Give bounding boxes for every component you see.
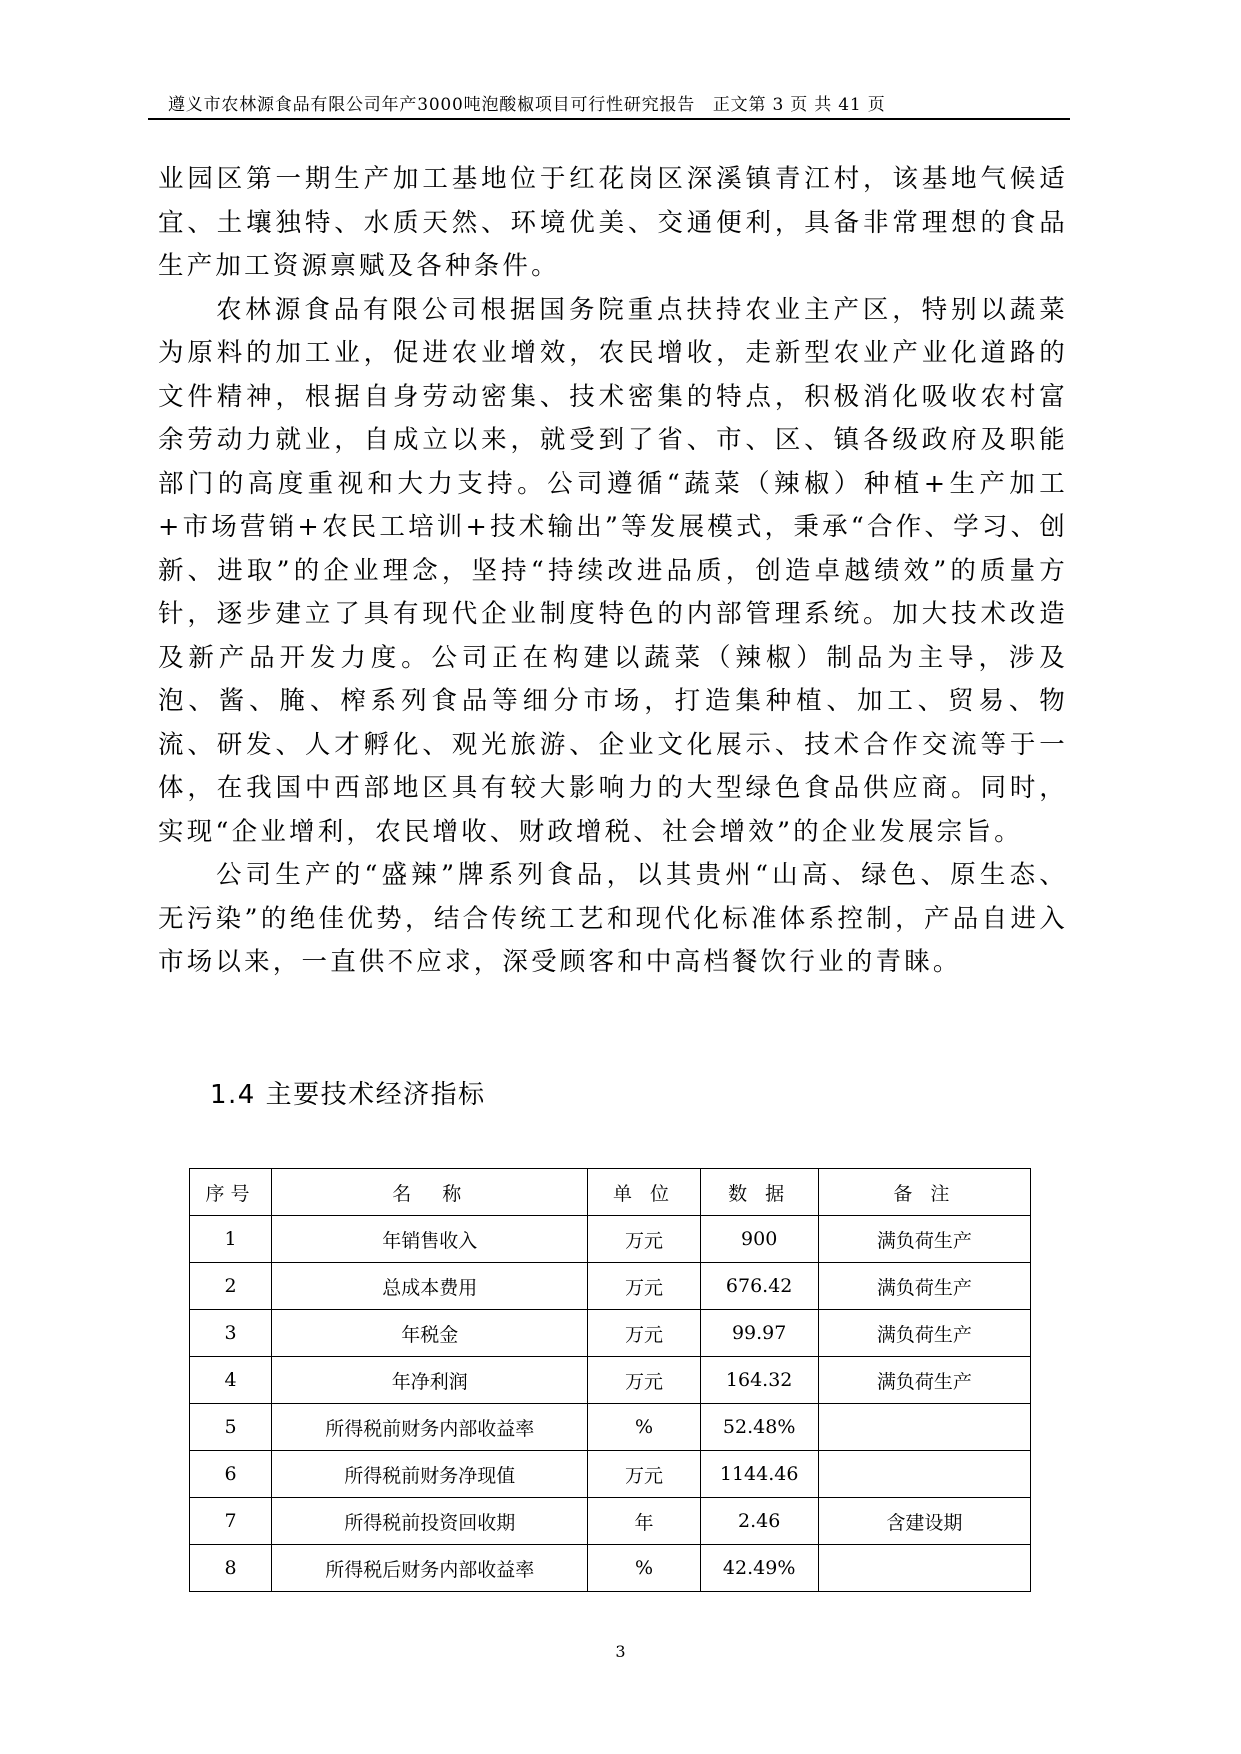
cell-note — [818, 1404, 1030, 1451]
cell-data: 42.49% — [700, 1545, 818, 1592]
table-row — [190, 1263, 1031, 1310]
cell-no: 1 — [190, 1216, 272, 1263]
cell-note: 含建设期 — [818, 1498, 1030, 1545]
cell-note: 满负荷生产 — [818, 1263, 1030, 1310]
cell-name: 所得税后财务内部收益率 — [272, 1545, 588, 1592]
cell-no: 4 — [190, 1357, 272, 1404]
page-number: 3 — [615, 1642, 626, 1661]
cell-note: 满负荷生产 — [818, 1216, 1030, 1263]
header-cell-unit: 单 位 — [588, 1169, 700, 1216]
cell-name: 所得税前投资回收期 — [272, 1498, 588, 1545]
table-row — [190, 1451, 1031, 1498]
cell-data: 164.32 — [700, 1357, 818, 1404]
cell-data: 99.97 — [700, 1310, 818, 1357]
section-heading: 1.4 主要技术经济指标 — [210, 1080, 486, 1110]
cell-data: 52.48% — [700, 1404, 818, 1451]
cell-note: 满负荷生产 — [818, 1357, 1030, 1404]
cell-note: 满负荷生产 — [818, 1310, 1030, 1357]
running-header — [148, 82, 1070, 120]
paragraph: 农林源食品有限公司根据国务院重点扶持农业主产区，特别以蔬菜为原料的加工业，促进农业增效，农民增收，走新型农业产业化道路的文件精神，根据自身劳动密集、技术密集的特点，积极消化吸收农村富余劳动力就业，自成立以来，就受到了省、市、区、镇各级政府及职能部门的高度重视和大力支持。公司遵循“蔬菜（辣椒）种植+生产加工+市场营销+农民工培训+技术输出”等发展模式，秉承“合作、学习、创新、进取”的企业理念，坚持“持续改进品质，创造卓越绩效”的质量方针，逐步建立了具有现代企业制度特色的内部管理系统。加大技术改造及新产品开发力度。公司正在构建以蔬菜（辣椒）制品为主导，涉及泡、酱、腌、榨系列食品等细分市场，打造集种植、加工、贸易、物流、研发、人才孵化、观光旅游、企业文化展示、技术合作交流等于一体，在我国中西部地区具有较大影响力的大型绿色食品供应商。同时，实现“企业增利，农民增收、财政增税、社会增效”的企业发展宗旨。 — [158, 294, 1068, 847]
cell-name: 年销售收入 — [272, 1216, 588, 1263]
cell-data: 900 — [700, 1216, 818, 1263]
table-header-row — [190, 1169, 1031, 1216]
table-row — [190, 1545, 1031, 1592]
cell-no: 2 — [190, 1263, 272, 1310]
table-row — [190, 1498, 1031, 1545]
header-cell-name: 名 称 — [272, 1169, 588, 1216]
cell-unit: 万元 — [588, 1357, 700, 1404]
table-row — [190, 1310, 1031, 1357]
header-cell-no: 序号 — [190, 1169, 272, 1216]
cell-no: 7 — [190, 1498, 272, 1545]
header-cell-data: 数 据 — [700, 1169, 818, 1216]
indicators-table — [189, 1168, 1031, 1592]
header-cell-note: 备 注 — [818, 1169, 1030, 1216]
cell-data: 1144.46 — [700, 1451, 818, 1498]
cell-unit: 年 — [588, 1498, 700, 1545]
cell-data: 676.42 — [700, 1263, 818, 1310]
cell-no: 3 — [190, 1310, 272, 1357]
cell-note — [818, 1451, 1030, 1498]
cell-no: 5 — [190, 1404, 272, 1451]
cell-no: 6 — [190, 1451, 272, 1498]
cell-name: 年税金 — [272, 1310, 588, 1357]
cell-name: 所得税前财务内部收益率 — [272, 1404, 588, 1451]
cell-unit: 万元 — [588, 1310, 700, 1357]
paragraph: 公司生产的“盛辣”牌系列食品，以其贵州“山高、绿色、原生态、无污染”的绝佳优势，结合传统工艺和现代化标准体系控制，产品自进入市场以来，一直供不应求，深受顾客和中高档餐饮行业的青睐。 — [158, 860, 1068, 977]
cell-name: 年净利润 — [272, 1357, 588, 1404]
cell-name: 所得税前财务净现值 — [272, 1451, 588, 1498]
cell-unit: 万元 — [588, 1263, 700, 1310]
cell-unit: % — [588, 1404, 700, 1451]
cell-unit: % — [588, 1545, 700, 1592]
table-row — [190, 1216, 1031, 1263]
cell-unit: 万元 — [588, 1216, 700, 1263]
body-text — [158, 158, 1068, 985]
cell-name: 总成本费用 — [272, 1263, 588, 1310]
cell-no: 8 — [190, 1545, 272, 1592]
cell-note — [818, 1545, 1030, 1592]
table-row — [190, 1357, 1031, 1404]
table-row — [190, 1404, 1031, 1451]
cell-data: 2.46 — [700, 1498, 818, 1545]
header-text: 遵义市农林源食品有限公司年产3000吨泡酸椒项目可行性研究报告 正文第 3 页 共 41 页 — [168, 95, 886, 115]
cell-unit: 万元 — [588, 1451, 700, 1498]
paragraph: 业园区第一期生产加工基地位于红花岗区深溪镇青江村，该基地气候适宜、土壤独特、水质天然、环境优美、交通便利，具备非常理想的食品生产加工资源禀赋及各种条件。 — [158, 164, 1068, 281]
